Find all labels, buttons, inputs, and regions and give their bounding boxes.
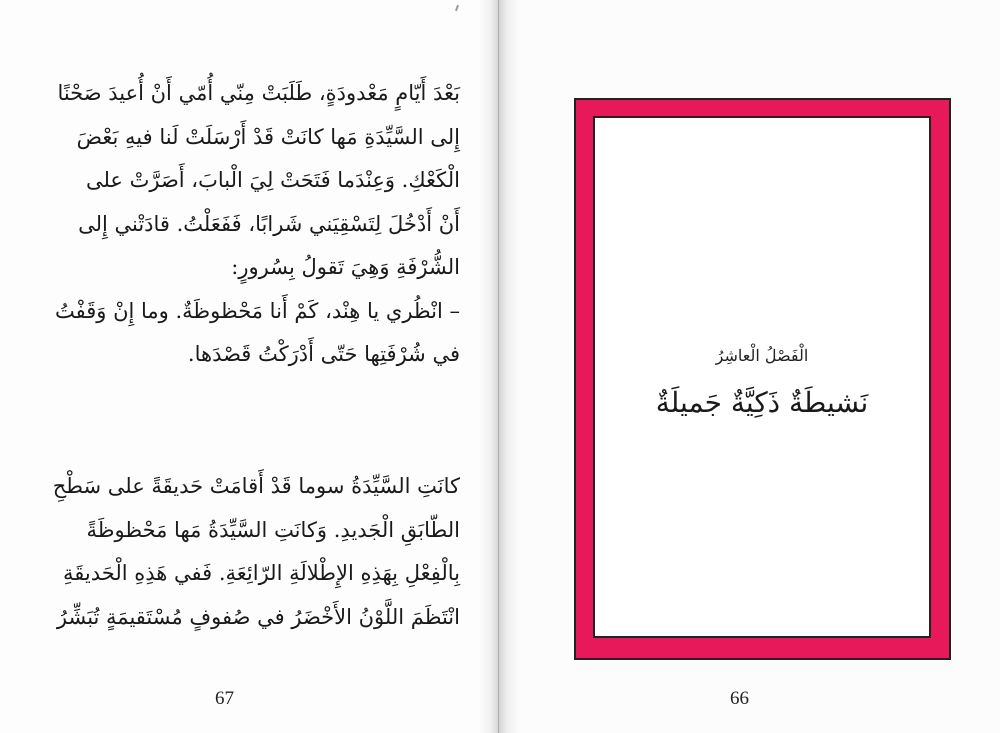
paragraph-1-line-4: أَنْ أَدْخُلَ لِتَسْقِيَني شَرابًا، فَفَعَلْتُ. قادَتْني إِلى [78,211,460,236]
book-gutter-shadow [478,0,520,733]
paragraph-1-line-5: الشُّرْفَةِ وَهِيَ تَقولُ بِسُرورٍ: [231,255,460,279]
chapter-title-panel [593,116,931,638]
paragraph-2-line-1: كانَتِ السَّيِّدَةُ سوما قَدْ أَقامَتْ حَديقَةً على سَطْحِ [52,474,460,498]
paragraph-2 [40,465,460,639]
chapter-title-frame [574,98,951,660]
paragraph-1 [40,72,460,377]
page-number-left: 67 [215,688,234,709]
paper-speck [455,5,459,11]
chapter-title: نَشيطَةٌ ذَكِيَّةٌ جَميلَةٌ [655,386,869,419]
paragraph-1-line-7: في شُرْفَتِها حَتّى أَدْرَكْتُ قَصْدَها. [187,342,460,366]
paragraph-1-line-6: – انْظُري يا هِنْد، كَمْ أَنا مَحْظوظَةٌ. وما إِنْ وَقَفْتُ [54,298,460,323]
paragraph-1-line-1: بَعْدَ أَيّامٍ مَعْدودَةٍ، طَلَبَتْ مِنّي أُمّي أَنْ أُعيدَ صَحْنًا [57,81,460,105]
paragraph-1-line-3: الْكَعْكِ. وَعِنْدَما فَتَحَتْ لِيَ الْبابَ، أَصَرَّتْ على [85,168,460,192]
chapter-label: الْفَصْلُ الْعاشِرُ [715,346,809,365]
left-page [0,0,497,733]
paragraph-2-line-3: بِالْفِعْلِ بِهَذِهِ الإِطْلالَةِ الرّائِعَةِ. فَفي هَذِهِ الْحَديقَةِ [63,561,460,585]
book-fold [498,0,499,733]
paragraph-2-line-4: انْتَظَمَ اللَّوْنُ الأَخْضَرُ في صُفوفٍ مُسْتَقيمَةٍ تُبَشِّرُ [56,604,460,629]
paragraph-1-line-2: إِلى السَّيِّدَةِ مَها كانَتْ قَدْ أَرْسَلَتْ لَنا فيهِ بَعْضَ [76,124,460,149]
page-number-right: 66 [730,688,749,709]
paragraph-2-line-2: الطّابَقِ الْجَديدِ. وَكانَتِ السَّيِّدَةُ مَها مَحْظوظَةً [86,517,460,542]
